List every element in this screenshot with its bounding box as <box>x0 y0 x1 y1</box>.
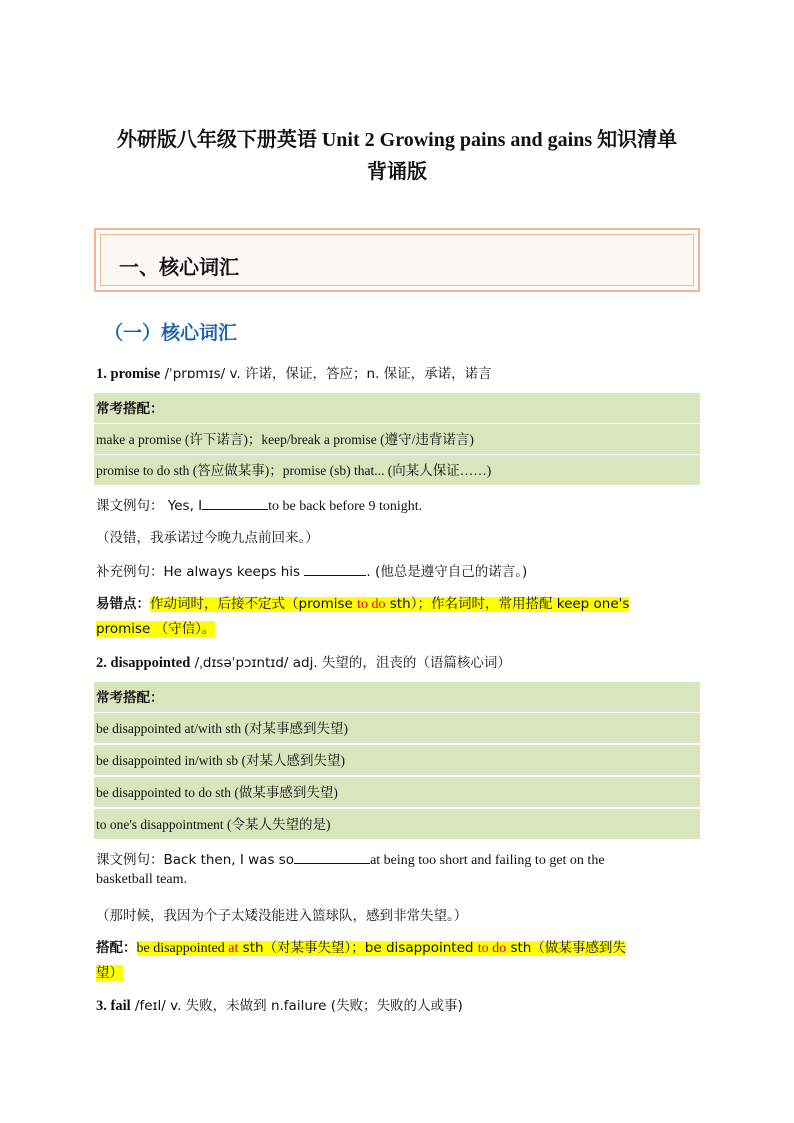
word-1-collocation-1: make a promise (许下诺言)；keep/break a promise (遵守/违背诺言) <box>94 424 700 455</box>
word-1-text-example-translation: （没错，我承诺过今晚九点前回来。） <box>96 530 319 546</box>
word-1-error-note-cont: promise （守信）。 <box>96 621 216 637</box>
word-2-text-example-line2: basketball team. <box>96 872 187 887</box>
word-2-text-example-translation: （那时候，我因为个子太矮没能进入篮球队，感到非常失望。） <box>96 908 468 924</box>
word-2-term: 2. disappointed <box>96 655 191 671</box>
section-title: 一、核心词汇 <box>119 255 239 279</box>
word-1-collocation-header: 常考搭配： <box>94 393 700 424</box>
word-3-term: 3. fail <box>96 998 131 1014</box>
word-2-heading <box>96 651 700 672</box>
word-2-collocation-1: be disappointed at/with sth (对某事感到失望) <box>94 713 700 744</box>
document-title <box>95 124 699 188</box>
word-1-term: 1. promise <box>96 366 161 382</box>
word-1-heading <box>96 362 700 383</box>
title-line-2: 背诵版 <box>367 161 427 183</box>
word-3-definition: /feɪl/ v. 失败，未做到 n.failure (失败；失败的人或事) <box>130 998 463 1014</box>
section-header-inner <box>100 234 694 286</box>
word-2-match-note-cont: 望） <box>96 965 123 981</box>
section-header-box <box>94 228 700 292</box>
fill-blank[interactable] <box>304 561 366 576</box>
word-1-collocation-2: promise to do sth (答应做某事)；promise (sb) that... (向某人保证……) <box>94 455 700 486</box>
word-1-text-example: 课文例句： Yes, I to be back before 9 tonight. <box>96 494 700 515</box>
word-2-collocation-3: be disappointed to do sth (做某事感到失望) <box>94 777 700 808</box>
word-2-collocation-4: to one's disappointment (令某人失望的是) <box>94 809 700 840</box>
word-2-collocation-2: be disappointed in/with sb (对某人感到失望) <box>94 745 700 776</box>
word-1-extra-example: 补充例句：He always keeps his . (他总是遵守自己的诺言。) <box>96 560 700 581</box>
fill-blank[interactable] <box>294 849 370 864</box>
word-2-match-note: 搭配：be disappointed at sth（对某事失望）；be disappointed to do sth（做某事感到失 <box>96 940 626 956</box>
word-2-text-example: 课文例句：Back then, I was so at being too short and failing to get on the <box>96 848 700 869</box>
word-3-heading <box>96 994 700 1015</box>
fill-blank[interactable] <box>202 495 268 510</box>
word-1-error-note: 易错点：作动词时，后接不定式（promise to do sth）；作名词时，常用搭配 keep one's <box>96 596 630 612</box>
title-line-1: 外研版八年级下册英语 Unit 2 Growing pains and gains 知识清单 <box>116 129 678 151</box>
word-2-definition: /ˌdɪsəˈpɔɪntɪd/ adj. 失望的，沮丧的（语篇核心词） <box>190 655 511 671</box>
word-2-collocation-header: 常考搭配： <box>94 682 700 713</box>
subsection-title: （一）核心词汇 <box>104 322 238 344</box>
word-1-definition: /ˈprɒmɪs/ v. 许诺，保证，答应；n. 保证，承诺，诺言 <box>160 366 492 382</box>
